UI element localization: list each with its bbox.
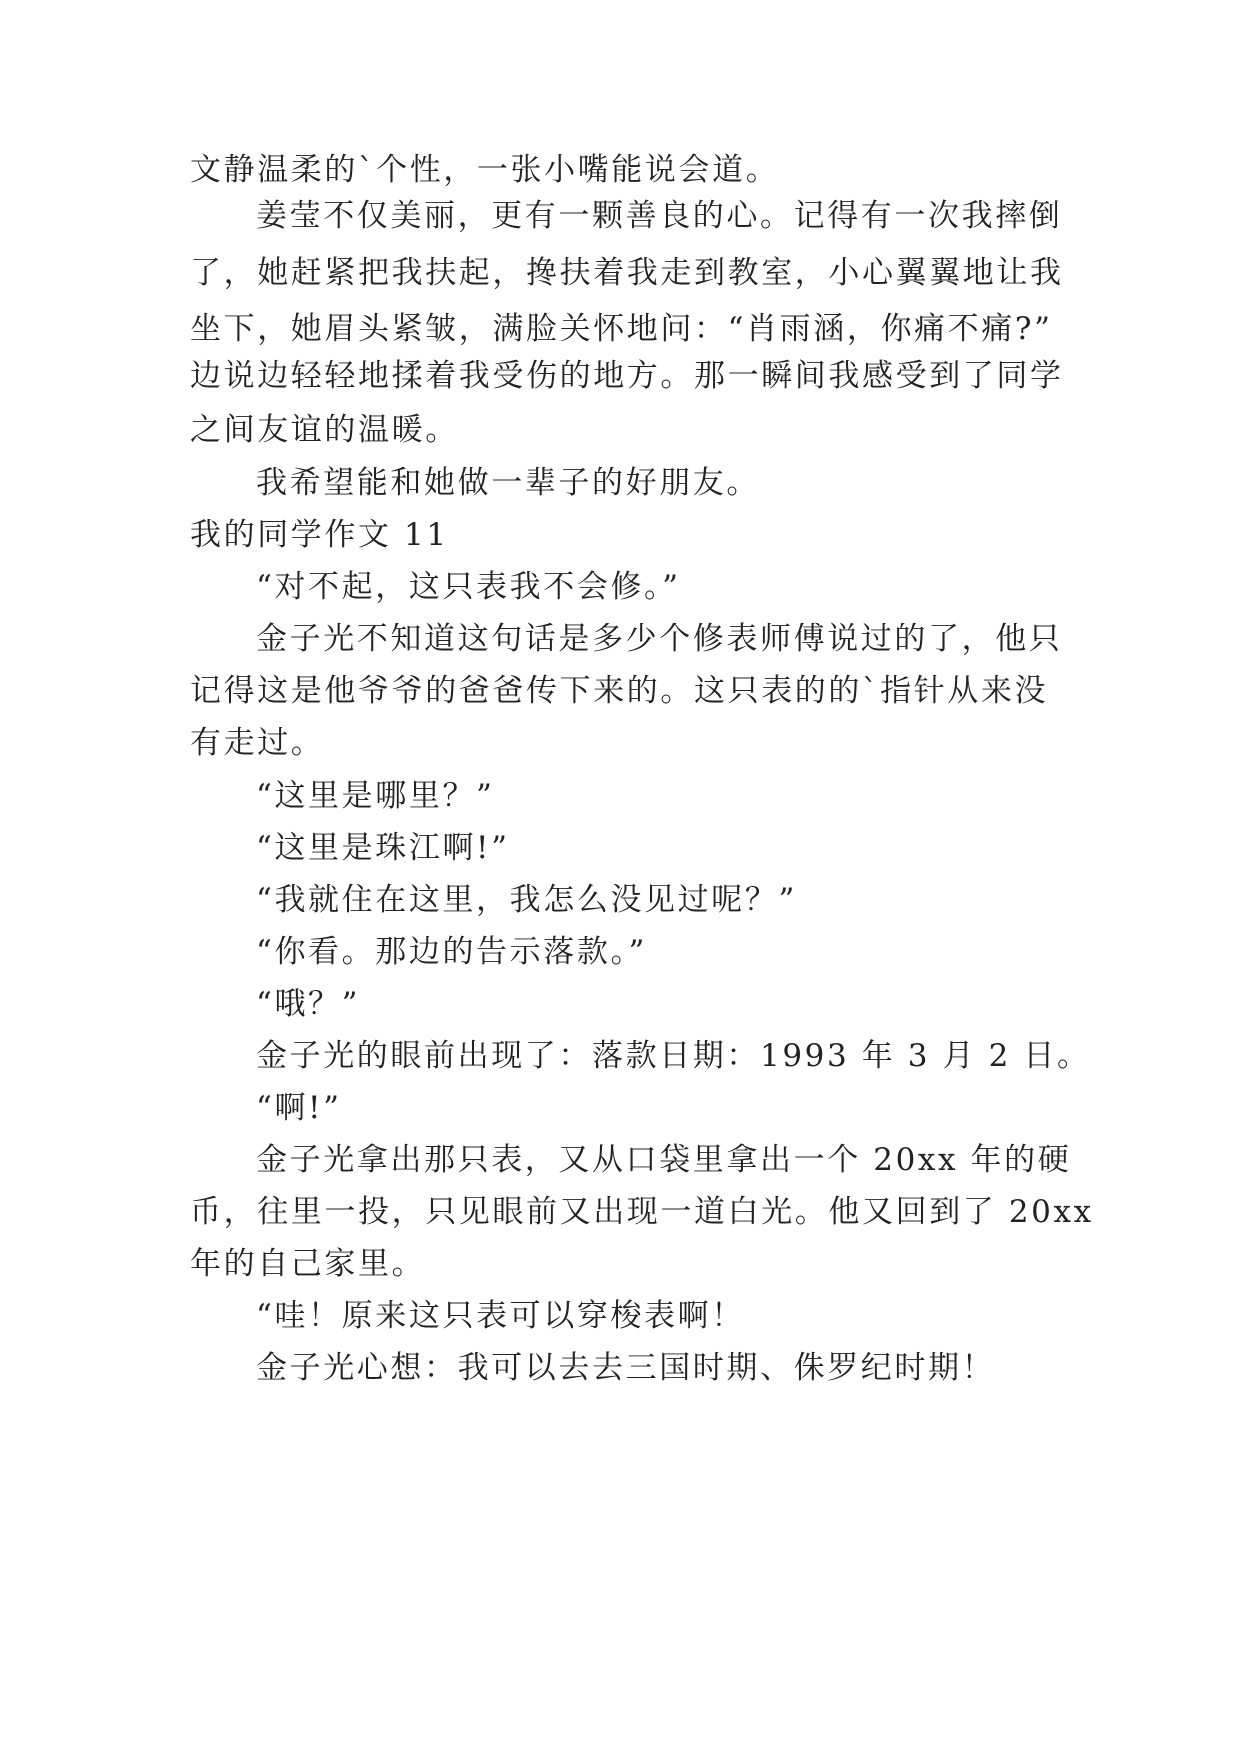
text-line: 文静温柔的`个性，一张小嘴能说会道。 xyxy=(190,152,780,188)
paragraph-line: 金子光心想：我可以去去三国时期、侏罗纪时期！ xyxy=(256,1350,996,1386)
text-line: 坐下，她眉头紧皱，满脸关怀地问：“肖雨涵，你痛不痛?” xyxy=(190,311,1053,347)
text-line: 有走过。 xyxy=(190,725,325,761)
text-line: 边说边轻轻地揉着我受伤的地方。那一瞬间我感受到了同学 xyxy=(190,358,1064,394)
paragraph-line: 金子光不知道这句话是多少个修表师傅说过的了，他只 xyxy=(256,621,1063,657)
text-line: 之间友谊的温暖。 xyxy=(190,412,459,448)
text-line: 币，往里一投，只见眼前又出现一道白光。他又回到了 20xx xyxy=(190,1194,1094,1230)
dialogue-line: “对不起，这只表我不会修。” xyxy=(256,569,681,605)
paragraph-line: 我希望能和她做一辈子的好朋友。 xyxy=(256,465,760,501)
section-heading: 我的同学作文 11 xyxy=(190,517,449,553)
text-line: 记得这是他爷爷的爸爸传下来的。这只表的的`指针从来没 xyxy=(190,673,1049,709)
paragraph-line: 金子光的眼前出现了：落款日期：1993 年 3 月 2 日。 xyxy=(256,1038,1091,1074)
paragraph-line: 姜莹不仅美丽，更有一颗善良的心。记得有一次我摔倒 xyxy=(256,198,1063,234)
dialogue-line: “你看。那边的告示落款。” xyxy=(256,934,647,970)
text-line: 年的自己家里。 xyxy=(190,1246,426,1282)
dialogue-line: “哦？” xyxy=(256,986,361,1022)
dialogue-line: “啊!” xyxy=(256,1090,342,1126)
dialogue-line: “这里是珠江啊!” xyxy=(256,830,510,866)
dialogue-line: “我就住在这里，我怎么没见过呢？” xyxy=(256,882,797,918)
paragraph-line: 金子光拿出那只表，又从口袋里拿出一个 20xx 年的硬 xyxy=(256,1142,1072,1178)
dialogue-line: “哇！原来这只表可以穿梭表啊！ xyxy=(256,1298,745,1334)
text-line: 了，她赶紧把我扶起，搀扶着我走到教室，小心翼翼地让我 xyxy=(190,255,1064,291)
dialogue-line: “这里是哪里？” xyxy=(256,778,495,814)
